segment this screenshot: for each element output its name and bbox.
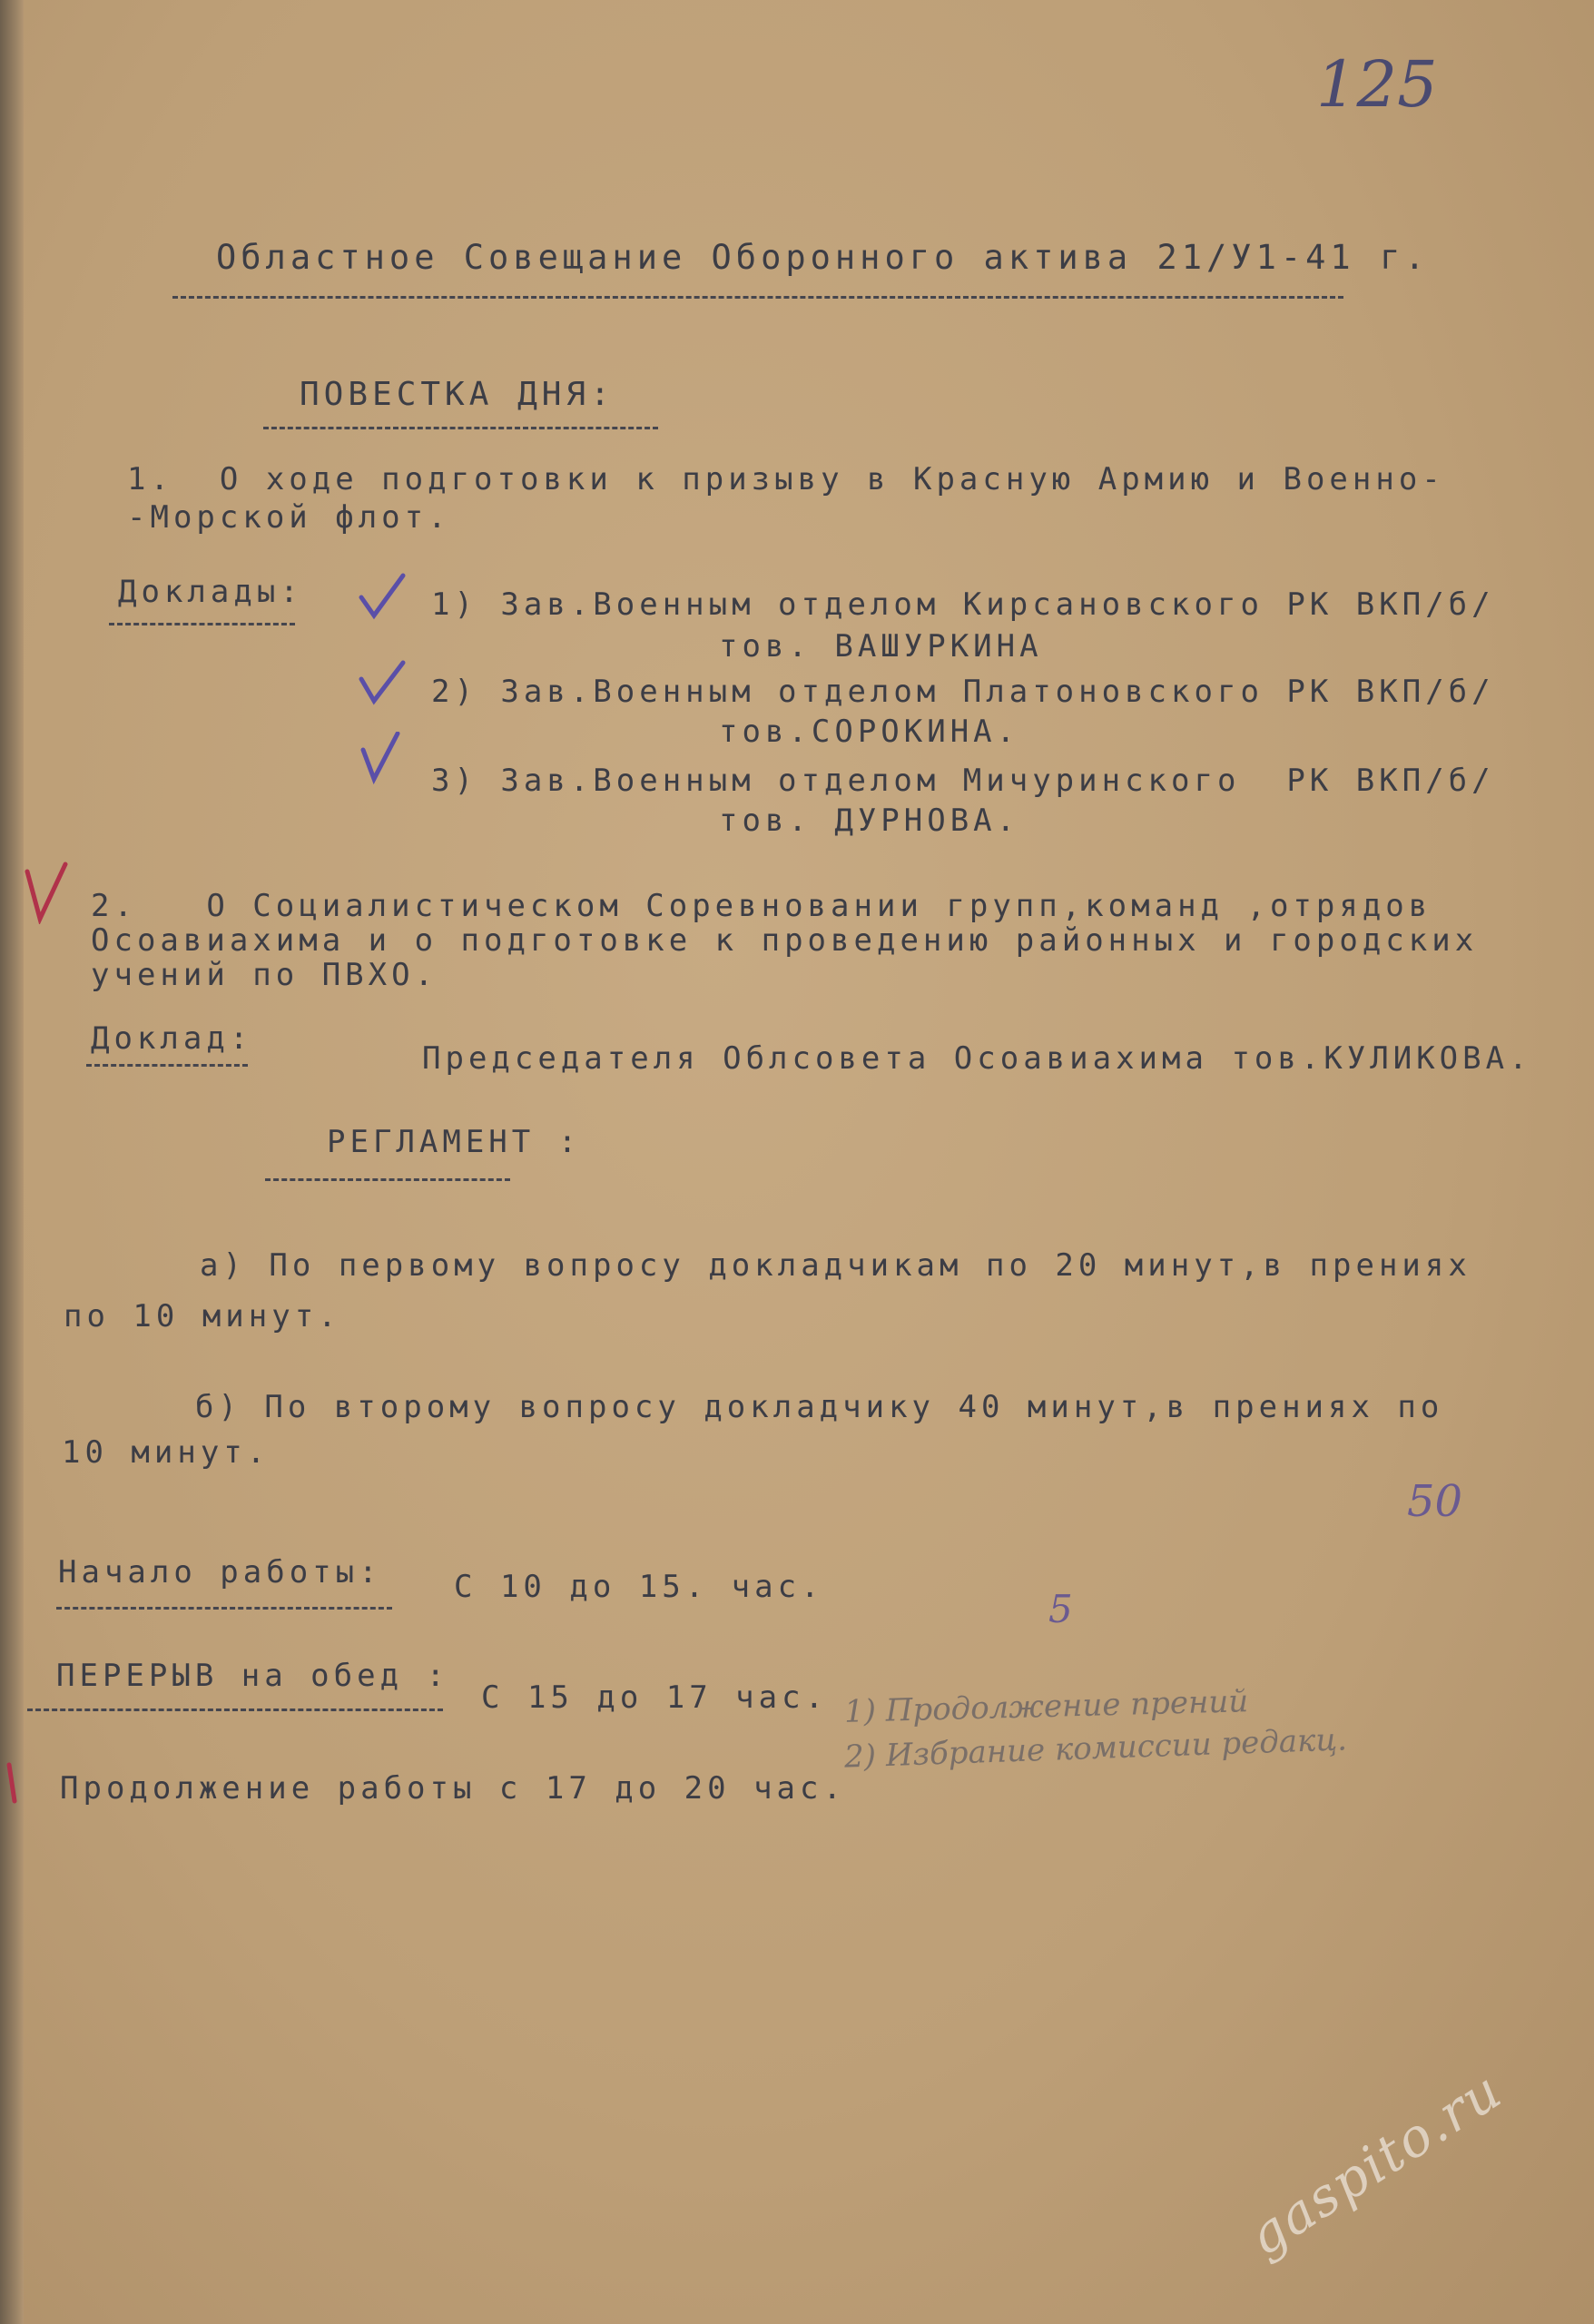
report-1-line2: тов. ВАШУРКИНА: [719, 628, 1043, 665]
margin-note-5: 5: [1048, 1587, 1073, 1631]
checkmark-icon: [356, 655, 410, 710]
report-3-line1: 3) Зав.Военным отделом Мичуринского РК ВКП/б/: [431, 763, 1495, 799]
red-mark-icon: [4, 1761, 22, 1807]
document-title: Областное Совещание Оборонного актива 21/У1-41 г.: [216, 238, 1430, 277]
report-label-underline: [86, 1064, 248, 1067]
report-3-line2: тов. ДУРНОВА.: [719, 803, 1020, 839]
start-text: С 10 до 15. час.: [454, 1569, 824, 1605]
archive-number: 125: [1316, 47, 1438, 122]
handwritten-note-1: 1) Продолжение прений: [843, 1683, 1249, 1730]
regulation-a-line2: по 10 минут.: [64, 1298, 341, 1334]
report-label: Доклад:: [91, 1020, 253, 1057]
break-text: С 15 до 17 час.: [481, 1679, 829, 1716]
start-label-underline: [56, 1607, 392, 1610]
handwritten-note-2: 2) Избрание комиссии редакц.: [843, 1721, 1348, 1776]
title-underline: [172, 296, 1343, 299]
reports-label-underline: [109, 623, 295, 625]
report-text: Председателя Облсовета Осоавиахима тов.КУЛИКОВА.: [422, 1040, 1532, 1077]
report-1-line1: 1) Зав.Военным отделом Кирсановского РК ВКП/б/: [431, 586, 1495, 623]
agenda-item-2-line2: Осоавиахима и о подготовке к проведению районных и городских: [91, 922, 1479, 959]
binding-edge: [0, 0, 24, 2324]
reports-label: Доклады:: [118, 574, 303, 610]
regulation-b-line1: б) По второму вопросу докладчику 40 минут,в прениях по: [195, 1389, 1444, 1425]
continue-text: Продолжение работы с 17 до 20 час.: [60, 1770, 846, 1807]
agenda-item-1-line2: -Морской флот.: [127, 499, 451, 536]
checkmark-icon: [356, 570, 410, 625]
agenda-heading-underline: [263, 427, 658, 429]
regulation-heading-underline: [265, 1178, 510, 1181]
break-label: ПЕРЕРЫВ на обед :: [56, 1658, 449, 1694]
watermark: gaspito.ru: [1236, 2058, 1513, 2268]
agenda-item-2-line3: учений по ПВХО.: [91, 957, 438, 993]
margin-note-50: 50: [1407, 1476, 1463, 1527]
report-2-line1: 2) Зав.Военным отделом Платоновского РК ВКП/б/: [431, 674, 1495, 710]
regulation-heading: РЕГЛАМЕНТ :: [327, 1124, 582, 1160]
start-label: Начало работы:: [58, 1554, 382, 1590]
red-checkmark-icon: [20, 861, 74, 924]
report-2-line2: тов.СОРОКИНА.: [719, 714, 1020, 750]
regulation-a-line1: а) По первому вопросу докладчикам по 20 минут,в прениях: [200, 1247, 1471, 1284]
break-label-underline: [27, 1709, 443, 1711]
agenda-item-2-line1: 2. О Социалистическом Соревновании групп,команд ,отрядов: [91, 888, 1432, 924]
agenda-heading: ПОВЕСТКА ДНЯ:: [300, 376, 615, 413]
checkmark-icon: [356, 732, 410, 786]
regulation-b-line2: 10 минут.: [62, 1434, 271, 1471]
agenda-item-1-line1: 1. О ходе подготовки к призыву в Красную Армию и Военно-: [127, 461, 1445, 497]
